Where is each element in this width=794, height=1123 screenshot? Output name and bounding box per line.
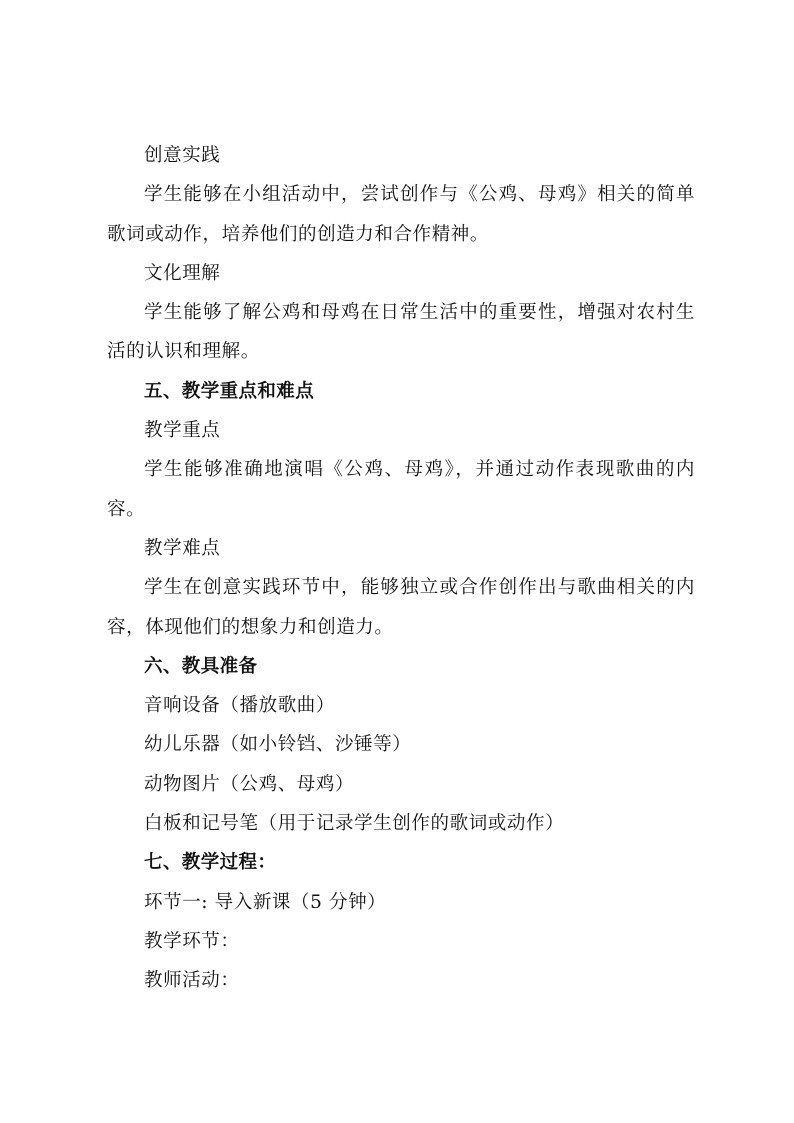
material-item: 白板和记号笔（用于记录学生创作的歌词或动作）	[144, 813, 565, 835]
material-item: 动物图片（公鸡、母鸡）	[144, 773, 355, 795]
subheading-teaching-difficulty: 教学难点	[144, 537, 221, 559]
section-heading-materials: 六、教具准备	[144, 655, 258, 677]
subheading-creative-practice: 创意实践	[144, 145, 221, 166]
document-body	[107, 136, 695, 1001]
paragraph-teaching-difficulty: 学生在创意实践环节中，能够独立或合作创作出与歌曲相关的内容，体现他们的想象力和创造力。	[107, 577, 695, 638]
paragraph-cultural-understanding: 学生能够了解公鸡和母鸡在日常生活中的重要性，增强对农村生活的认识和理解。	[107, 302, 695, 363]
process-label: 教学环节：	[144, 930, 240, 952]
material-item: 幼儿乐器（如小铃铛、沙锤等）	[144, 734, 412, 756]
section-heading-key-points: 五、教学重点和难点	[144, 380, 315, 402]
paragraph-creative-practice: 学生能够在小组活动中，尝试创作与《公鸡、母鸡》相关的简单歌词或动作，培养他们的创造力和合作精神。	[107, 184, 695, 245]
paragraph-teaching-focus: 学生能够准确地演唱《公鸡、母鸡》，并通过动作表现歌曲的内容。	[107, 459, 695, 520]
material-item: 音响设备（播放歌曲）	[144, 695, 336, 717]
subheading-teaching-focus: 教学重点	[144, 420, 221, 442]
process-label: 教师活动：	[144, 970, 240, 992]
process-step: 环节一: 导入新课（5 分钟）	[144, 891, 387, 913]
section-heading-process: 七、教学过程：	[144, 852, 277, 874]
subheading-cultural-understanding: 文化理解	[144, 262, 221, 284]
